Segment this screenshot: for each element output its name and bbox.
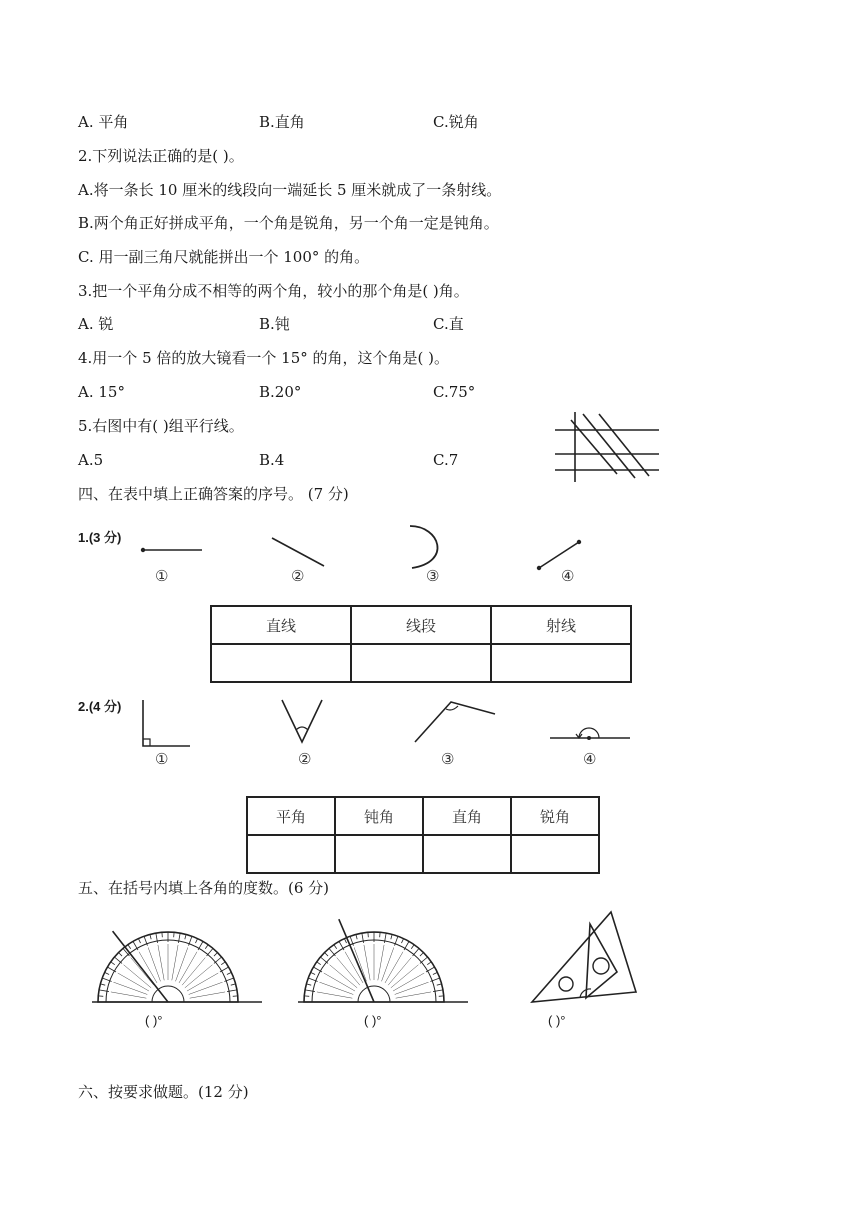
q2-option-a: A.将一条长 10 厘米的线段向一端延长 5 厘米就成了一条射线。 (78, 181, 502, 199)
part2-mark-3: ③ (441, 750, 455, 768)
protractor-figure-2 (302, 928, 468, 1008)
part2-mark-2: ② (298, 750, 312, 768)
blank-angle-2[interactable]: ( )° (364, 1013, 382, 1028)
q3-option-b: B.钝 (259, 315, 290, 333)
q3-question: 3.把一个平角分成不相等的两个角，较小的那个角是( )角。 (78, 282, 469, 300)
section4-title: 四、在表中填上正确答案的序号。 (7 分) (78, 485, 349, 503)
q2-option-c: C. 用一副三角尺就能拼出一个 100° 的角。 (78, 248, 370, 266)
answer-cell-obtuse-angle[interactable] (335, 835, 423, 873)
protractor-figure-1 (96, 928, 262, 1008)
q1-option-a: A. 平角 (78, 113, 129, 131)
header-straight-angle: 平角 (247, 797, 335, 835)
answer-table-lines (210, 605, 632, 683)
part1-mark-4: ④ (561, 567, 575, 585)
figure-right-angle (140, 698, 192, 750)
figure-curve (404, 522, 450, 572)
q2-question: 2.下列说法正确的是( )。 (78, 147, 244, 165)
part2-mark-1: ① (155, 750, 169, 768)
figure-line (270, 536, 326, 568)
figure-obtuse-angle (413, 698, 497, 744)
answer-cell-right-angle[interactable] (423, 835, 511, 873)
q5-question: 5.右图中有( )组平行线。 (78, 417, 244, 435)
answer-cell-straight-angle[interactable] (247, 835, 335, 873)
q1-option-b: B.直角 (259, 113, 305, 131)
figure-ray (140, 545, 204, 555)
header-segment: 线段 (351, 606, 491, 644)
answer-cell-straight-line[interactable] (211, 644, 351, 682)
q5-option-a: A.5 (78, 451, 104, 469)
header-right-angle: 直角 (423, 797, 511, 835)
q3-option-c: C.直 (433, 315, 464, 333)
part1-mark-2: ② (291, 567, 305, 585)
q4-option-c: C.75° (433, 383, 476, 401)
parallel-lines-figure (555, 412, 659, 482)
answer-table-angles (246, 796, 600, 874)
header-acute-angle: 锐角 (511, 797, 599, 835)
section4-part1-label: 1.(3 分) (78, 530, 122, 545)
blank-angle-3[interactable]: ( )° (548, 1013, 566, 1028)
q4-option-a: A. 15° (78, 383, 125, 401)
answer-cell-segment[interactable] (351, 644, 491, 682)
q3-option-a: A. 锐 (78, 315, 114, 333)
figure-segment (535, 538, 583, 572)
part1-mark-1: ① (155, 567, 169, 585)
triangle-ruler-figure (528, 910, 638, 1006)
part1-mark-3: ③ (426, 567, 440, 585)
q2-option-b: B.两个角正好拼成平角，一个角是锐角，另一个角一定是钝角。 (78, 214, 499, 232)
answer-cell-acute-angle[interactable] (511, 835, 599, 873)
q5-option-b: B.4 (259, 451, 285, 469)
q4-question: 4.用一个 5 倍的放大镜看一个 15° 的角，这个角是( )。 (78, 349, 449, 367)
q5-option-c: C.7 (433, 451, 459, 469)
blank-angle-1[interactable]: ( )° (145, 1013, 163, 1028)
header-obtuse-angle: 钝角 (335, 797, 423, 835)
part2-mark-4: ④ (583, 750, 597, 768)
section4-part2-label: 2.(4 分) (78, 699, 122, 714)
q1-option-c: C.锐角 (433, 113, 479, 131)
figure-acute-angle (280, 698, 324, 746)
header-straight-line: 直线 (211, 606, 351, 644)
answer-cell-ray[interactable] (491, 644, 631, 682)
section5-title: 五、在括号内填上各角的度数。(6 分) (78, 879, 330, 897)
header-ray: 射线 (491, 606, 631, 644)
figure-straight-angle (548, 724, 632, 744)
q4-option-b: B.20° (259, 383, 302, 401)
section6-title: 六、按要求做题。(12 分) (78, 1083, 249, 1101)
